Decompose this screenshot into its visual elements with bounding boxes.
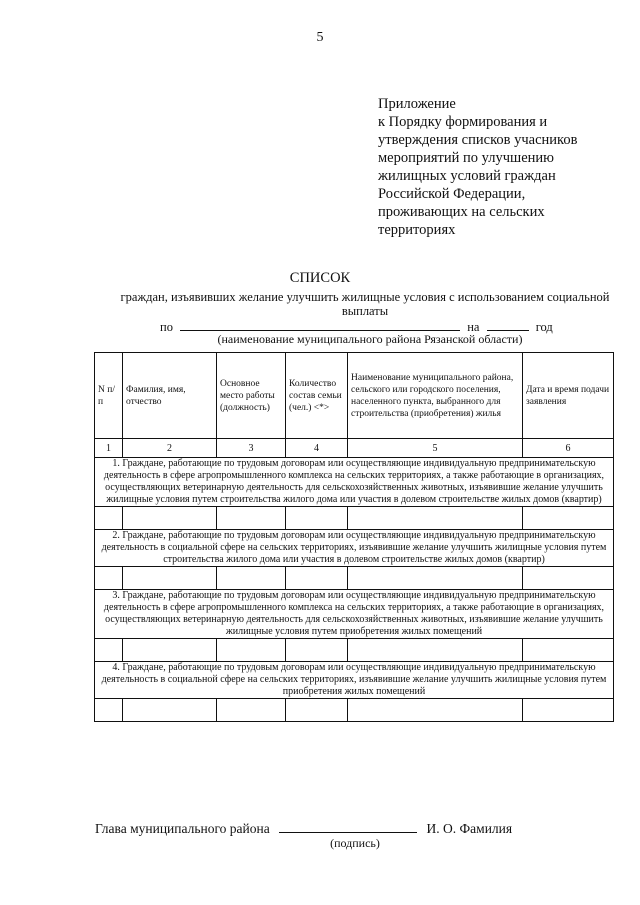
- table-cell: [348, 699, 523, 722]
- signature-blank: [279, 820, 417, 833]
- table-cell: [217, 567, 286, 590]
- table-header-row: [95, 353, 614, 439]
- header-cell-number: N п/п: [95, 353, 123, 439]
- table-cell: [123, 639, 217, 662]
- column-number-row: [95, 439, 614, 458]
- document-subtitle: граждан, изъявивших желание улучшить жилищные условия с использованием социальной выплаты: [120, 290, 610, 318]
- table-row: [95, 639, 614, 662]
- section-heading: [95, 458, 614, 507]
- table-cell: [123, 507, 217, 530]
- table-cell: [523, 567, 614, 590]
- table-cell: [95, 699, 123, 722]
- appendix-line: Приложение: [378, 96, 456, 112]
- header-cell-name: Фамилия, имя, отчество: [123, 353, 217, 439]
- appendix-line: территориях: [378, 222, 456, 238]
- table-cell: [286, 567, 348, 590]
- table-cell: [217, 699, 286, 722]
- section-row-1: [95, 458, 614, 507]
- column-number: 6: [523, 439, 614, 458]
- table-cell: [286, 639, 348, 662]
- document-title: СПИСОК: [289, 270, 351, 286]
- period-middle: на: [467, 320, 480, 334]
- header-cell-location: Наименование муниципального района, сельского или городского поселения, населенного пункта, выбранного для строительства (приобретения) жилья: [348, 353, 523, 439]
- year-blank: [487, 318, 529, 331]
- section-text: 3. Граждане, работающие по трудовым договорам или осуществляющие индивидуальную предпринимательскую деятельность в сфере агропромышленного комплекса на сельских территориях, а также работающие в организациях, осуществляющих ветеринарную деятельность для сельскохозяйственных животных, изъявившие желание улучшить жилищные условия путем приобретения жилых помещений: [103, 590, 605, 637]
- table-cell: [348, 567, 523, 590]
- period-suffix: год: [535, 320, 553, 334]
- table-cell: [123, 567, 217, 590]
- table-cell: [217, 639, 286, 662]
- district-blank: [180, 318, 460, 331]
- column-number: 2: [123, 439, 217, 458]
- section-text: 2. Граждане, работающие по трудовым договорам или осуществляющие индивидуальную предпринимательскую деятельность в социальной сфере на сельских территориях, изъявившие желание улучшить жилищные условия путем строительства жилого дома или участия в долевом строительстве жилых домов (квартир): [101, 530, 607, 565]
- header-cell-workplace: Основное место работы (должность): [217, 353, 286, 439]
- column-number: 4: [286, 439, 348, 458]
- section-heading: [95, 662, 614, 699]
- applicants-table: [94, 352, 614, 722]
- period-hint: (наименование муниципального района Рязанской области): [217, 332, 523, 346]
- header-cell-family: Количество состав семьи (чел.) <*>: [286, 353, 348, 439]
- table-cell: [348, 639, 523, 662]
- signatory-position: Глава муниципального района: [95, 821, 270, 836]
- table-cell: [348, 507, 523, 530]
- signature-line: [95, 820, 512, 837]
- column-number: 5: [348, 439, 523, 458]
- signatory-name: И. О. Фамилия: [426, 821, 513, 836]
- table-cell: [123, 699, 217, 722]
- page-number: 5: [316, 30, 324, 45]
- table-cell: [95, 507, 123, 530]
- section-row-2: [95, 530, 614, 567]
- appendix-header: [378, 95, 628, 239]
- table-cell: [95, 639, 123, 662]
- appendix-line: утверждения списков учасников: [378, 132, 578, 148]
- section-text: 4. Граждане, работающие по трудовым договорам или осуществляющие индивидуальную предпринимательскую деятельность в социальной сфере на сельских территориях, изъявившие желание улучшить жилищные условия путем приобретения жилых помещений: [101, 662, 607, 697]
- section-row-3: [95, 590, 614, 639]
- table-cell: [523, 639, 614, 662]
- appendix-line: жилищных условий граждан: [378, 168, 556, 184]
- section-row-4: [95, 662, 614, 699]
- appendix-line: мероприятий по улучшению: [378, 150, 555, 166]
- table-row: [95, 507, 614, 530]
- period-prefix: по: [160, 320, 173, 334]
- table-cell: [523, 699, 614, 722]
- table-cell: [217, 507, 286, 530]
- table-row: [95, 567, 614, 590]
- appendix-line: к Порядку формирования и: [378, 114, 548, 130]
- table-cell: [523, 507, 614, 530]
- table-cell: [286, 507, 348, 530]
- appendix-line: проживающих на сельских: [378, 204, 545, 220]
- table-row: [95, 699, 614, 722]
- column-number: 3: [217, 439, 286, 458]
- signature-hint: (подпись): [330, 836, 380, 850]
- section-heading: [95, 590, 614, 639]
- appendix-line: Российской Федерации,: [378, 186, 526, 202]
- column-number: 1: [95, 439, 123, 458]
- section-text: 1. Граждане, работающие по трудовым договорам или осуществляющие индивидуальную предпринимательскую деятельность в сфере агропромышленного комплекса на сельских территориях, а также работающие в организациях, осуществляющих ветеринарную деятельность для сельскохозяйственных животных, изъявившие желание улучшить жилищные условия путем строительства жилого дома или участия в долевом строительстве жилых домов (квартир): [103, 458, 605, 505]
- table-cell: [95, 567, 123, 590]
- header-cell-date: Дата и время подачи заявления: [523, 353, 614, 439]
- table-cell: [286, 699, 348, 722]
- section-heading: [95, 530, 614, 567]
